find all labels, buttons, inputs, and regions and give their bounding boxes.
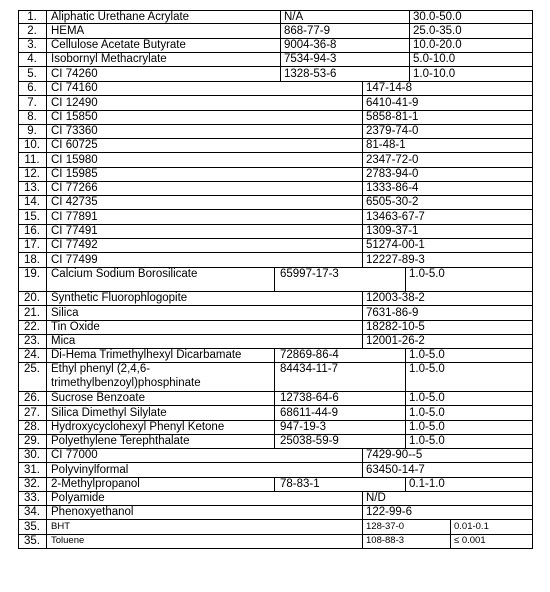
row-number: 19. <box>24 268 40 280</box>
cas-number: 147-14-8 <box>366 82 413 94</box>
cas-number: 5858-81-1 <box>366 111 419 123</box>
ingredient-name: Isobornyl Methacrylate <box>51 53 167 65</box>
column-rule <box>405 348 406 362</box>
row-number: 25. <box>24 363 40 375</box>
ingredient-name: CI 74160 <box>51 82 98 94</box>
row-number: 4. <box>27 53 37 65</box>
row-number: 11. <box>24 153 40 166</box>
column-rule <box>362 138 363 152</box>
column-rule <box>362 505 363 519</box>
ingredient-name: CI 77491 <box>51 225 98 237</box>
row-number: 3. <box>27 39 37 51</box>
column-rule <box>46 420 47 434</box>
column-rule <box>46 167 47 181</box>
ingredient-name: Sucrose Benzoate <box>51 392 145 404</box>
cas-number: 72869-86-4 <box>280 349 339 361</box>
cas-number: 9004-36-8 <box>284 39 337 51</box>
cas-number: 65997-17-3 <box>280 268 339 280</box>
row-rule <box>18 334 533 335</box>
cas-number: 12738-64-6 <box>280 392 339 404</box>
column-rule <box>46 362 47 391</box>
column-rule <box>46 391 47 405</box>
row-number: 35. <box>24 535 40 547</box>
cas-number: 7631-86-9 <box>366 306 419 319</box>
column-rule <box>274 362 275 391</box>
column-rule <box>362 534 363 548</box>
column-rule <box>405 477 406 491</box>
row-number: 24. <box>24 349 40 361</box>
row-number: 21. <box>24 306 40 319</box>
column-rule <box>405 362 406 391</box>
ingredient-name: CI 77266 <box>51 182 98 194</box>
cas-number: 84434-11-7 <box>280 363 338 375</box>
column-rule <box>362 305 363 320</box>
row-rule <box>18 305 533 306</box>
row-number: 8. <box>27 111 37 123</box>
column-rule <box>274 434 275 448</box>
column-rule <box>46 348 47 362</box>
ingredient-name: Aliphatic Urethane Acrylate <box>51 11 190 23</box>
ingredient-name: CI 12490 <box>51 96 98 109</box>
ingredient-name: CI 42735 <box>51 196 98 208</box>
cas-number: 51274-00-1 <box>366 239 425 251</box>
column-rule <box>46 138 47 152</box>
column-rule <box>362 448 363 462</box>
ingredient-name: CI 15850 <box>51 111 98 123</box>
ingredient-name: 2-Methylpropanol <box>51 478 140 490</box>
row-number: 20. <box>24 292 40 304</box>
ingredient-name: CI 73360 <box>51 125 98 137</box>
ingredient-name: Tin Oxide <box>51 321 100 333</box>
column-rule <box>46 320 47 334</box>
cas-number: 868-77-9 <box>284 24 331 37</box>
cas-number: 12003-38-2 <box>366 292 425 304</box>
column-rule <box>274 267 275 291</box>
column-rule <box>362 252 363 267</box>
ingredient-name: CI 77499 <box>51 253 98 266</box>
row-number: 16. <box>24 225 40 237</box>
column-rule <box>362 334 363 348</box>
cas-number: 1309-37-1 <box>366 225 419 237</box>
column-rule <box>450 534 451 548</box>
column-rule <box>405 405 406 420</box>
column-rule <box>362 195 363 209</box>
column-rule <box>450 519 451 534</box>
column-rule <box>46 66 47 81</box>
column-rule <box>362 95 363 110</box>
cas-number: 18282-10-5 <box>366 321 425 333</box>
cas-number: 63450-14-7 <box>366 463 425 476</box>
ingredient-name: Calcium Sodium Borosilicate <box>51 268 198 280</box>
ingredient-name: Synthetic Fluorophlogopite <box>51 292 188 304</box>
column-rule <box>46 534 47 548</box>
row-number: 26. <box>24 392 40 404</box>
cas-number: 2783-94-0 <box>366 168 419 180</box>
column-rule <box>405 267 406 291</box>
column-rule <box>46 519 47 534</box>
column-rule <box>405 420 406 434</box>
column-rule <box>362 320 363 334</box>
ingredient-name: Polyvinylformal <box>51 463 129 476</box>
column-rule <box>46 110 47 124</box>
concentration-range: 1.0-5.0 <box>409 363 445 375</box>
column-rule <box>362 167 363 181</box>
column-rule <box>409 23 410 38</box>
column-rule <box>46 462 47 477</box>
cas-number: 947-19-3 <box>280 421 327 433</box>
column-rule <box>46 238 47 252</box>
row-number: 28. <box>24 421 40 433</box>
row-number: 10. <box>24 139 40 151</box>
cas-number: 2379-74-0 <box>366 125 419 137</box>
cas-number: 7429-90--5 <box>366 449 423 461</box>
ingredient-name: CI 15980 <box>51 153 98 166</box>
row-number: 12. <box>24 168 40 180</box>
column-rule <box>46 23 47 38</box>
cas-number: 1328-53-6 <box>284 67 337 80</box>
column-rule <box>46 195 47 209</box>
row-number: 6. <box>27 82 37 94</box>
cas-number: 25038-59-9 <box>280 435 339 447</box>
row-number: 14. <box>24 196 40 208</box>
row-number: 31. <box>24 463 40 476</box>
column-rule <box>46 434 47 448</box>
column-rule <box>274 420 275 434</box>
ingredient-name: CI 77891 <box>51 210 98 223</box>
ingredient-name: CI 15985 <box>51 168 98 180</box>
row-number: 7. <box>27 96 37 109</box>
cas-number: N/D <box>366 492 386 504</box>
column-rule <box>46 448 47 462</box>
row-number: 9. <box>27 125 37 137</box>
column-rule <box>274 391 275 405</box>
column-rule <box>362 209 363 224</box>
column-rule <box>46 505 47 519</box>
row-number: 30. <box>24 449 40 461</box>
column-rule <box>46 38 47 52</box>
concentration-range: 1.0-5.0 <box>409 435 445 447</box>
cas-number: 12001-26-2 <box>366 335 425 347</box>
column-rule <box>280 52 281 66</box>
cas-number: 7534-94-3 <box>284 53 337 65</box>
ingredient-name: Phenoxyethanol <box>51 506 134 518</box>
column-rule <box>409 10 410 23</box>
concentration-range: 1.0-5.0 <box>409 349 445 361</box>
ingredient-name: Silica <box>51 306 79 319</box>
column-rule <box>46 95 47 110</box>
column-rule <box>46 81 47 95</box>
concentration-range: 1.0-10.0 <box>413 67 456 80</box>
ingredient-name: Di-Hema Trimethylhexyl Dicarbamate <box>51 349 242 361</box>
column-rule <box>405 391 406 405</box>
column-rule <box>46 124 47 138</box>
column-rule <box>409 52 410 66</box>
concentration-range: 30.0-50.0 <box>413 11 462 23</box>
row-number: 33. <box>24 492 40 504</box>
cas-number: 2347-72-0 <box>366 153 419 166</box>
concentration-range: 0.01-0.1 <box>454 520 489 532</box>
cas-number: 6505-30-2 <box>366 196 419 208</box>
row-number: 32. <box>24 478 40 490</box>
row-number: 29. <box>24 435 40 447</box>
row-number: 5. <box>27 67 37 80</box>
column-rule <box>274 405 275 420</box>
ingredient-name: CI 74260 <box>51 67 98 80</box>
column-rule <box>46 224 47 238</box>
ingredient-name: CI 77492 <box>51 239 98 251</box>
row-number: 1. <box>27 11 37 23</box>
column-rule <box>46 252 47 267</box>
column-rule <box>46 334 47 348</box>
cas-number: N/A <box>284 11 304 23</box>
ingredient-name: Mica <box>51 335 76 347</box>
column-rule <box>362 291 363 305</box>
ingredient-name: BHT <box>51 520 70 532</box>
ingredient-name: Silica Dimethyl Silylate <box>51 406 167 419</box>
row-number: 35. <box>24 520 40 533</box>
row-number: 17. <box>24 239 40 251</box>
column-rule <box>362 181 363 195</box>
column-rule <box>362 519 363 534</box>
row-number: 34. <box>24 506 40 518</box>
column-rule <box>362 491 363 505</box>
row-number: 27. <box>24 406 40 419</box>
column-rule <box>46 209 47 224</box>
row-rule <box>18 548 533 549</box>
cas-number: 108-88-3 <box>366 535 405 546</box>
column-rule <box>362 238 363 252</box>
ingredient-name: CI 77000 <box>51 449 98 461</box>
ingredient-name: Toluene <box>51 535 85 546</box>
column-rule <box>362 152 363 167</box>
column-rule <box>46 152 47 167</box>
column-rule <box>362 462 363 477</box>
ingredient-name: HEMA <box>51 24 85 37</box>
column-rule <box>362 81 363 95</box>
ingredient-name: Ethyl phenyl (2,4,6- <box>51 363 151 375</box>
cas-number: 13463-67-7 <box>366 210 425 223</box>
concentration-range: 1.0-5.0 <box>409 421 445 433</box>
column-rule <box>46 267 47 291</box>
cas-number: 6410-41-9 <box>366 96 419 109</box>
column-rule <box>280 10 281 23</box>
concentration-range: 1.0-5.0 <box>409 392 445 404</box>
column-rule <box>46 181 47 195</box>
cas-number: 1333-86-4 <box>366 182 419 194</box>
ingredient-name: Polyamide <box>51 492 105 504</box>
column-rule <box>409 38 410 52</box>
concentration-range: 0.1-1.0 <box>409 478 445 490</box>
cas-number: 81-48-1 <box>366 139 406 151</box>
cas-number: 128-37-0 <box>366 520 405 532</box>
column-rule <box>362 224 363 238</box>
column-rule <box>362 124 363 138</box>
column-rule <box>46 305 47 320</box>
table-border-right <box>532 10 533 548</box>
cas-number: 122-99-6 <box>366 506 413 518</box>
row-number: 15. <box>24 210 40 223</box>
column-rule <box>46 477 47 491</box>
column-rule <box>274 477 275 491</box>
concentration-range: 25.0-35.0 <box>413 24 462 37</box>
concentration-range: 1.0-5.0 <box>409 406 445 419</box>
column-rule <box>280 38 281 52</box>
row-number: 13. <box>24 182 40 194</box>
column-rule <box>280 66 281 81</box>
cas-number: 78-83-1 <box>280 478 320 490</box>
column-rule <box>274 348 275 362</box>
row-number: 23. <box>24 335 40 347</box>
row-number: 18. <box>24 253 40 266</box>
cas-number: 12227-89-3 <box>366 253 425 266</box>
row-number: 22. <box>24 321 40 333</box>
column-rule <box>46 52 47 66</box>
concentration-range: 1.0-5.0 <box>409 268 445 280</box>
ingredient-name: Cellulose Acetate Butyrate <box>51 39 186 51</box>
column-rule <box>46 291 47 305</box>
column-rule <box>405 434 406 448</box>
column-rule <box>46 405 47 420</box>
row-number: 2. <box>27 24 37 37</box>
ingredients-table <box>18 10 533 578</box>
column-rule <box>362 110 363 124</box>
ingredient-name: Polyethylene Terephthalate <box>51 435 190 447</box>
ingredient-name-continued: trimethylbenzoyl)phosphinate <box>51 377 201 389</box>
column-rule <box>46 10 47 23</box>
concentration-range: 5.0-10.0 <box>413 53 456 65</box>
concentration-range: ≤ 0.001 <box>454 535 486 546</box>
cas-number: 68611-44-9 <box>280 406 338 419</box>
ingredient-name: Hydroxycyclohexyl Phenyl Ketone <box>51 421 225 433</box>
ingredient-name: CI 60725 <box>51 139 98 151</box>
column-rule <box>409 66 410 81</box>
column-rule <box>46 491 47 505</box>
column-rule <box>280 23 281 38</box>
concentration-range: 10.0-20.0 <box>413 39 462 51</box>
